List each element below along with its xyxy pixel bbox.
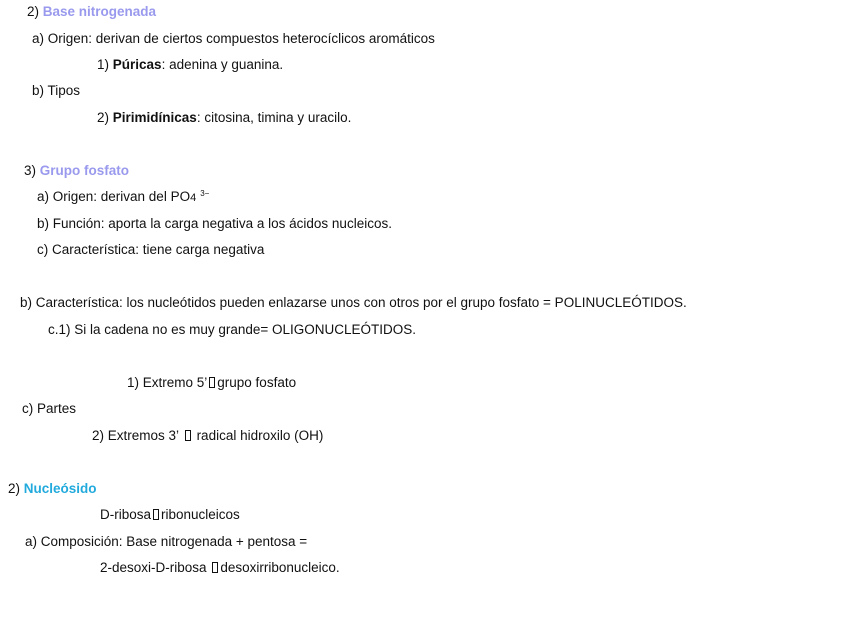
- puricas-text: : adenina y guanina.: [161, 57, 284, 72]
- partes-label: c) Partes: [22, 401, 77, 416]
- arrow-placeholder-icon: [153, 509, 159, 520]
- section-number: 3): [24, 163, 37, 178]
- desoxi-text: desoxirribonucleico.: [220, 560, 340, 575]
- fosfato-superscript: 3−: [200, 189, 210, 198]
- puricas-label: Púricas: [112, 57, 162, 72]
- nucleosido-ribosa: [100, 507, 240, 523]
- polinucleotidos-caracteristica: b) Característica: los nucleótidos pueden enlazarse unos con otros por el grupo fosfato = POLINUCLEÓTIDOS.: [20, 295, 687, 310]
- nucleosido-heading: [8, 481, 97, 497]
- nucleosido-desoxirribosa: [100, 560, 340, 576]
- desoxi-label: 2-desoxi-D-ribosa: [100, 560, 207, 575]
- extremo-5-label: 1) Extremo 5’: [127, 375, 208, 390]
- extremo-3-text: radical hidroxilo (OH): [196, 428, 324, 443]
- puricas-number: 1): [97, 57, 110, 72]
- fosfato-caracteristica: c) Característica: tiene carga negativa: [37, 242, 265, 257]
- base-tipos: b) Tipos: [32, 83, 81, 98]
- section-title: Grupo fosfato: [39, 163, 130, 178]
- base-pirimidinicas: [97, 110, 351, 126]
- extremo-3-label: 2) Extremos 3’: [92, 428, 180, 443]
- section-title: Base nitrogenada: [42, 4, 157, 19]
- fosfato-origen-text: a) Origen: derivan del PO: [37, 189, 191, 204]
- oligonucleotidos-note: c.1) Si la cadena no es muy grande= OLIGONUCLEÓTIDOS.: [48, 322, 417, 337]
- fosfato-subscript: 4: [190, 192, 197, 204]
- partes-extremo-5: [127, 375, 296, 391]
- fosfato-origen: [37, 189, 209, 207]
- grupo-fosfato-heading: [24, 163, 129, 179]
- nucleosido-composicion: a) Composición: Base nitrogenada + pentosa =: [25, 534, 308, 549]
- base-nitrogenada-heading: [27, 4, 156, 20]
- arrow-placeholder-icon: [209, 377, 215, 388]
- section-number: 2): [27, 4, 40, 19]
- ribosa-text: ribonucleicos: [161, 507, 240, 522]
- fosfato-funcion: b) Función: aporta la carga negativa a los ácidos nucleicos.: [37, 216, 392, 231]
- extremo-5-text: grupo fosfato: [217, 375, 297, 390]
- pirimidinicas-number: 2): [97, 110, 110, 125]
- pirimidinicas-label: Pirimidínicas: [112, 110, 197, 125]
- partes-extremo-3: [92, 428, 323, 444]
- arrow-placeholder-icon: [185, 430, 191, 441]
- base-origen: a) Origen: derivan de ciertos compuestos heterocíclicos aromáticos: [32, 31, 435, 46]
- arrow-placeholder-icon: [212, 562, 218, 573]
- section-number: 2): [8, 481, 21, 496]
- ribosa-label: D-ribosa: [100, 507, 152, 522]
- base-puricas: [97, 57, 283, 73]
- pirimidinicas-text: : citosina, timina y uracilo.: [196, 110, 352, 125]
- section-title: Nucleósido: [23, 481, 97, 496]
